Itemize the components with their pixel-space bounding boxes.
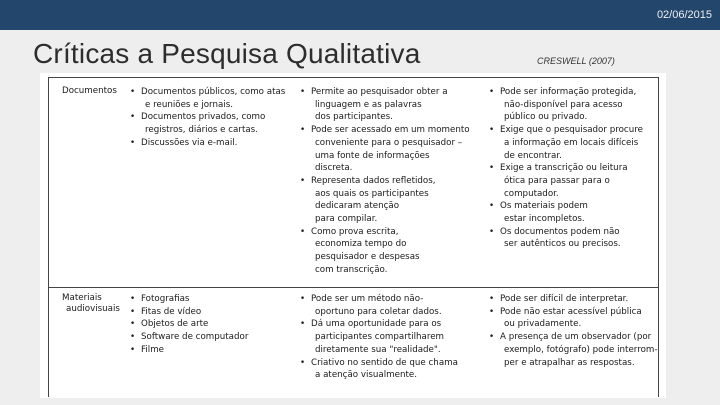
bullet-item xyxy=(487,331,662,369)
bullet-line: aos quais os participantes xyxy=(315,188,429,199)
bullet-line: discreta. xyxy=(315,163,353,174)
bullet-item xyxy=(128,293,288,306)
bullet-item xyxy=(487,226,662,251)
bullet-item xyxy=(487,200,662,225)
bullet-line: oportuno para coletar dados. xyxy=(315,306,442,317)
bullet-line: economiza tempo do xyxy=(315,239,407,250)
row-category xyxy=(62,86,117,97)
bullet-line: participantes compartilharem xyxy=(315,332,445,343)
bullet-line: • Dá uma oportunidade para os xyxy=(311,319,442,330)
bullet-item xyxy=(128,306,288,319)
slide-date: 02/06/2015 xyxy=(656,9,712,21)
limitations-list xyxy=(487,293,662,369)
table-left-rule xyxy=(48,77,49,397)
bullet-line: • Criativo no sentido de que chama xyxy=(311,357,458,368)
bullet-line: pesquisador e despesas xyxy=(315,252,420,263)
bullet-line: • Pode não estar acessível pública xyxy=(500,306,642,317)
row-category xyxy=(62,293,120,315)
bullet-line: linguagem e as palavras xyxy=(315,99,422,110)
bullet-item xyxy=(487,162,662,200)
bullet-line: com transcrição. xyxy=(315,264,388,275)
bullet-line: • Fitas de vídeo xyxy=(141,306,202,317)
bullet-item xyxy=(128,137,288,150)
bullet-item xyxy=(487,306,662,331)
bullet-line: • Fotografias xyxy=(141,294,190,304)
bullet-line: diretamente sua "realidade". xyxy=(315,344,441,355)
bullet-line: • Os documentos podem não xyxy=(500,226,620,237)
bullet-line: • Representa dados refletidos, xyxy=(311,175,436,186)
bullet-item xyxy=(298,318,478,356)
bullet-line: dedicaram atenção xyxy=(315,201,400,212)
bullet-item xyxy=(298,175,478,226)
bullet-line: • Pode ser acessado em um momento xyxy=(311,125,470,136)
types-cell xyxy=(128,86,288,150)
advantages-cell xyxy=(298,293,478,382)
bullet-line: • Pode ser informação protegida, xyxy=(500,87,637,97)
bullet-line: para compilar. xyxy=(315,214,378,225)
bullet-line: • Pode ser difícil de interpretar. xyxy=(500,294,629,304)
bullet-line: conveniente para o pesquisador – xyxy=(315,137,463,148)
advantages-list xyxy=(298,86,478,277)
types-list xyxy=(128,293,288,357)
bullet-item xyxy=(487,293,662,306)
category-label: Materiais xyxy=(62,293,102,303)
category-label: Documentos xyxy=(62,86,117,96)
bullet-item xyxy=(128,318,288,331)
bullet-line: uma fonte de informações xyxy=(315,150,430,161)
limitations-cell xyxy=(487,86,662,251)
bullet-line: • Exige que o pesquisador procure xyxy=(500,125,643,136)
comparison-table xyxy=(40,73,666,398)
bullet-line: • Pode ser um método não- xyxy=(311,294,424,304)
advantages-cell xyxy=(298,86,478,277)
bullet-line: a informação em locais difíceis xyxy=(504,137,639,148)
bullet-line: computador. xyxy=(504,188,559,199)
bullet-line: dos participantes. xyxy=(315,112,393,123)
bullet-item xyxy=(298,124,478,175)
bullet-line: estar incompletos. xyxy=(504,214,585,225)
bullet-item xyxy=(298,357,478,382)
bullet-line: • Como prova escrita, xyxy=(311,226,399,237)
bullet-item xyxy=(128,111,288,136)
top-bar xyxy=(0,0,720,30)
bullet-line: ou privadamente. xyxy=(504,319,582,330)
bullet-line: público ou privado. xyxy=(504,112,588,123)
limitations-cell xyxy=(487,293,662,369)
advantages-list xyxy=(298,293,478,382)
types-list xyxy=(128,86,288,150)
table-row-divider xyxy=(48,287,659,288)
slide-title: Críticas a Pesquisa Qualitativa xyxy=(33,38,421,69)
bullet-item xyxy=(487,124,662,162)
bullet-line: ser autênticos ou precisos. xyxy=(504,239,621,250)
citation: CRESWELL (2007) xyxy=(537,56,615,66)
bullet-line: exemplo, fotógrafo) pode interrom- xyxy=(504,344,658,355)
bullet-item xyxy=(298,293,478,318)
bullet-item xyxy=(298,226,478,277)
bullet-line: • A presença de um observador (por xyxy=(500,332,652,343)
bullet-line: • Filme xyxy=(141,344,164,355)
types-cell xyxy=(128,293,288,357)
bullet-item xyxy=(128,344,288,357)
bullet-item xyxy=(487,86,662,124)
bullet-line: registros, diários e cartas. xyxy=(145,125,258,136)
bullet-line: a atenção visualmente. xyxy=(315,370,417,381)
bullet-line: e reuniões e jornais. xyxy=(145,99,233,110)
bullet-line: não-disponível para acesso xyxy=(504,99,623,110)
bullet-line: de encontrar. xyxy=(504,150,562,161)
bullet-line: • Discussões via e-mail. xyxy=(141,137,238,148)
category-label: audiovisuais xyxy=(66,304,120,314)
table-top-rule xyxy=(48,77,659,78)
limitations-list xyxy=(487,86,662,251)
bullet-line: • Software de computador xyxy=(141,332,249,343)
bullet-item xyxy=(128,331,288,344)
bullet-line: per e atrapalhar as respostas. xyxy=(504,357,635,368)
bullet-line: • Objetos de arte xyxy=(141,319,209,330)
bullet-item xyxy=(298,86,478,124)
bullet-line: • Documentos privados, como xyxy=(141,112,266,123)
bullet-line: • Exige a transcrição ou leitura xyxy=(500,163,628,174)
bullet-item xyxy=(128,86,288,111)
bullet-line: • Documentos públicos, como atas xyxy=(141,87,286,97)
bullet-line: ótica para passar para o xyxy=(504,175,610,186)
bullet-line: • Os materiais podem xyxy=(500,201,588,212)
bullet-line: • Permite ao pesquisador obter a xyxy=(311,87,448,97)
